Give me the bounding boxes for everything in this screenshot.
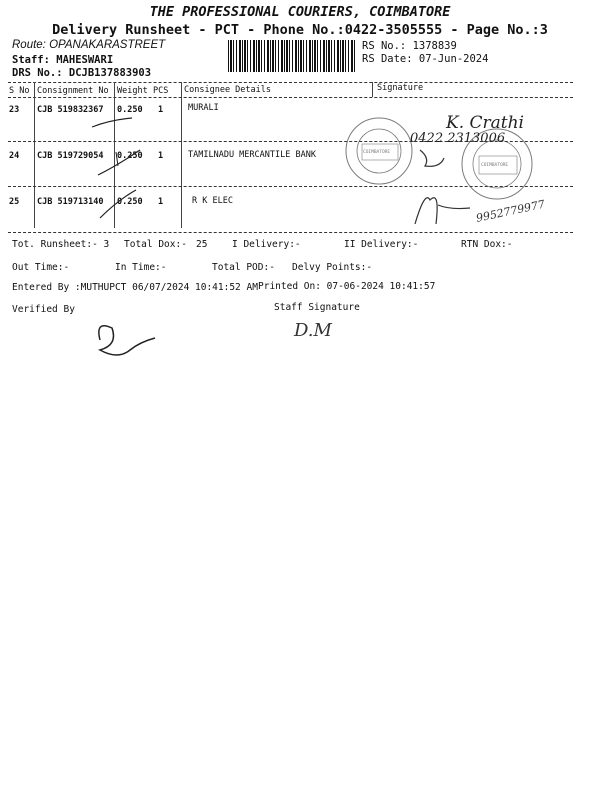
row-sno: 25 — [9, 197, 20, 207]
total-pod: Total POD:- — [212, 262, 275, 273]
row-pcs: 1 — [158, 197, 164, 207]
handwritten-tick — [92, 118, 132, 127]
header-sno: S No — [9, 86, 30, 96]
rs-number: RS No.: 1378839 — [362, 40, 457, 52]
staff-signature-mark: D.M — [294, 320, 332, 341]
in-time: In Time:- — [115, 262, 167, 273]
tot-runsheet: Tot. Runsheet:- 3 — [12, 239, 110, 250]
staff-signature-label: Staff Signature — [274, 302, 360, 313]
bank-stamp — [346, 118, 412, 184]
row-pcs: 1 — [158, 151, 164, 161]
signature-row-24 — [420, 150, 444, 166]
row-weight: 0.250 — [117, 105, 143, 115]
row-consignment: CJB 519713140 — [37, 197, 104, 207]
row-consignment: CJB 519729054 — [37, 151, 104, 161]
handwritten-tick — [116, 152, 118, 166]
total-dox-value: 25 — [196, 239, 208, 250]
staff-label: Staff: MAHESWARI — [12, 54, 114, 66]
signature-phone: 9952779977 — [474, 197, 547, 225]
total-dox: Total Dox:- — [124, 239, 187, 250]
svg-text:COIMBATORE: COIMBATORE — [481, 163, 509, 168]
runsheet-subtitle: Delivery Runsheet - PCT - Phone No.:0422-3505555 - Page No.:3 — [52, 22, 548, 38]
entered-by: Entered By :MUTHUPCT 06/07/2024 10:41:52 AM — [12, 282, 258, 293]
header-consignment: Consignment No — [37, 86, 109, 96]
rtn-dox: RTN Dox:- — [461, 239, 513, 250]
i-delivery: I Delivery:- — [232, 239, 301, 250]
row-weight: 0.250 — [117, 151, 143, 161]
row-pcs: 1 — [158, 105, 164, 115]
row-sno: 23 — [9, 105, 20, 115]
header-weight: Weight — [117, 86, 148, 96]
drs-number: DRS No.: DCJB137883903 — [12, 67, 152, 79]
header-signature: Signature — [377, 83, 424, 93]
row-consignment: CJB 519832367 — [37, 105, 104, 115]
out-time: Out Time:- — [12, 262, 70, 273]
handwritten-tick — [100, 190, 136, 218]
verified-by: Verified By — [12, 304, 75, 315]
company-title: THE PROFESSIONAL COURIERS, COIMBATORE — [149, 4, 451, 20]
row-sno: 24 — [9, 151, 20, 161]
row-consignee: MURALI — [188, 103, 219, 113]
signature-name: K. Crathi — [446, 113, 524, 133]
handwritten-tick — [98, 150, 140, 175]
row-weight: 0.250 — [117, 197, 143, 207]
row-consignee: TAMILNADU MERCANTILE BANK — [188, 150, 316, 160]
signature-row-23 — [410, 113, 524, 146]
row-consignee: R K ELEC — [192, 196, 233, 206]
ii-delivery: II Delivery:- — [344, 239, 419, 250]
verified-signature — [99, 326, 155, 355]
svg-text:COIMBATORE: COIMBATORE — [363, 150, 391, 155]
signature-row-25 — [415, 198, 470, 224]
delvy-points: Delvy Points:- — [292, 262, 373, 273]
route-label: Route: OPANAKARASTREET — [12, 39, 166, 51]
header-pcs: PCS — [153, 86, 169, 96]
rs-date: RS Date: 07-Jun-2024 — [362, 53, 489, 65]
header-consignee: Consignee Details — [184, 85, 271, 95]
signature-phone: 0422 2313006 — [410, 131, 506, 146]
printed-on: Printed On: 07-06-2024 10:41:57 — [258, 281, 436, 292]
